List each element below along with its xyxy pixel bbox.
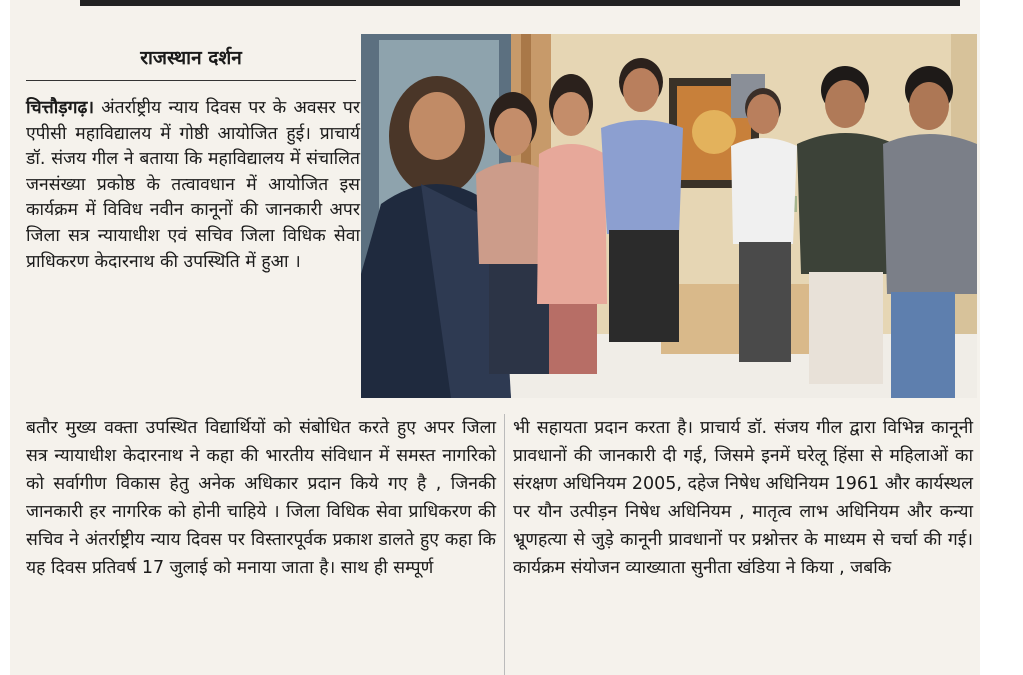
- byline-divider: [26, 80, 356, 81]
- body-column-left: बतौर मुख्य वक्ता उपस्थित विद्यार्थियों को संबोधित करते हुए अपर जिला सत्र न्यायाधीश केदारनाथ ने कहा की भारतीय संविधान में समस्त नागरिको को सर्वागीण विकास हेतु अनेक अधिकार प्रदान किये गए है , जिनकी जानकारी हर नागरिक को होनी चाहिये । जिला विधिक सेवा प्राधिकरण की सचिव ने अंतर्राष्ट्रीय न्याय दिवस पर विस्तारपूर्वक प्रकाश डालते हुए कहा कि यह दिवस प्रतिवर्ष 17 जुलाई को मनाया जाता है। साथ ही सम्पूर्ण: [26, 418, 496, 578]
- intro-paragraph: [26, 96, 360, 275]
- byline: राजस्थान दर्शन: [140, 47, 242, 69]
- event-group-photo: [361, 34, 977, 398]
- headline-fragment-strokes: [10, 0, 980, 18]
- headline-cut-off: [10, 0, 980, 18]
- dateline: चित्तौड़गढ़।: [26, 98, 94, 118]
- body-column-right: भी सहायता प्रदान करता है। प्राचार्य डॉ. संजय गील द्वारा विभिन्न कानूनी प्रावधानों की जानकारी दी गई, जिसमे इनमें घरेलू हिंसा से महिलाओं का संरक्षण अधिनियम 2005, दहेज निषेध अधिनियम 1961 और कार्यस्थल पर यौन उत्पीड़न निषेध अधिनियम , मातृत्व लाभ अधिनियम और कन्या भ्रूणहत्या से जुड़े कानूनी प्रावधानों पर प्रश्नोत्तर के माध्यम से चर्चा की गई। कार्यक्रम संयोजन व्याख्याता सुनीता खंडिया ने किया , जबकि: [513, 418, 973, 578]
- column-divider: [504, 414, 505, 675]
- group-photo-illustration: [361, 34, 977, 398]
- intro-text: अंतर्राष्ट्रीय न्याय दिवस पर के अवसर पर एपीसी महाविद्यालय में गोष्ठी आयोजित हुई। प्राचार्य डॉ. संजय गील ने बताया कि महाविद्यालय में संचालित जनसंख्या प्रकोष्ठ के तत्वावधान में आयोजित इस कार्यक्रम में विविध नवीन कानूनों की जानकारी अपर जिला सत्र न्यायाधीश एवं सचिव जिला विधिक सेवा प्राधिकरण केदारनाथ की उपस्थिति में हुआ ।: [26, 98, 360, 272]
- newspaper-clipping: [10, 0, 980, 675]
